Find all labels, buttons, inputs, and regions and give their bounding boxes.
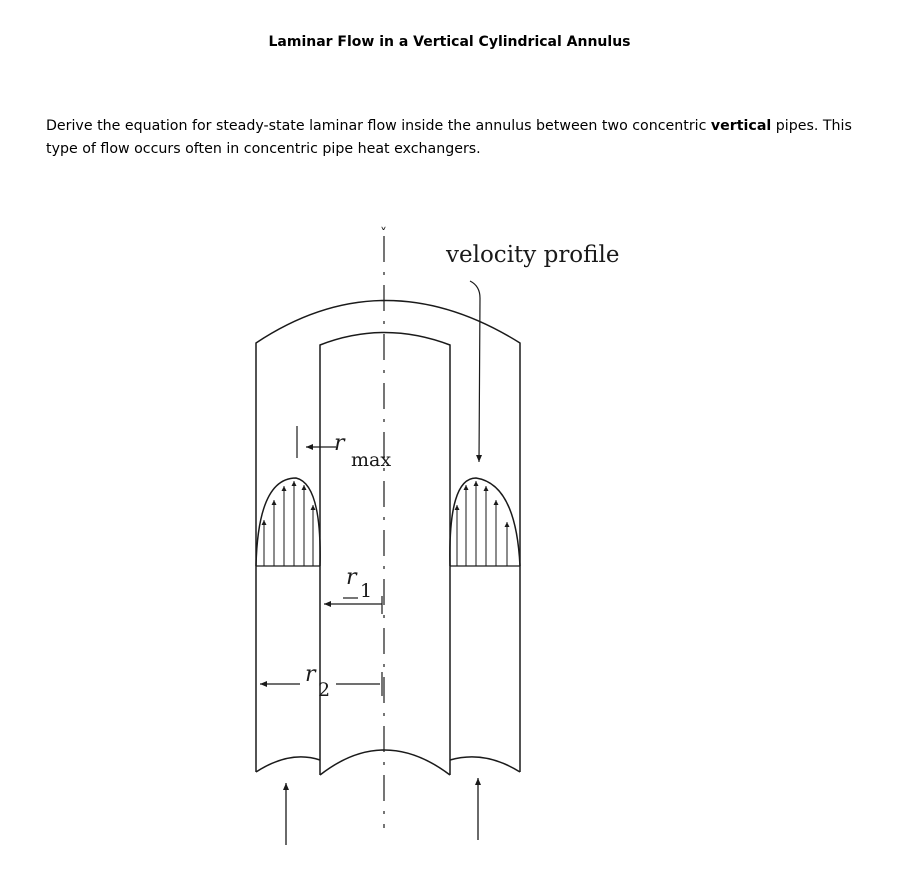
outer-pipe-bottom-right — [450, 757, 520, 772]
centerline-mark: ˬ — [380, 214, 387, 230]
velocity-profile-pointer — [470, 281, 480, 462]
velocity-profile-left — [256, 478, 320, 566]
r-max-subscript: max — [351, 449, 392, 471]
r2-subscript: 2 — [318, 679, 331, 701]
r2-symbol: r — [305, 662, 316, 687]
r1-symbol: r — [346, 565, 357, 590]
r1-subscript: 1 — [360, 580, 373, 602]
problem-text-part1: Derive the equation for steady-state laminar flow inside the annulus between two concentric — [46, 118, 711, 134]
velocity-profile-right — [450, 478, 520, 566]
problem-text-part2: pipes. This type of flow occurs often in concentric pipe heat exchangers. — [46, 118, 852, 157]
outer-pipe-bottom-left — [256, 757, 320, 772]
r-max-symbol: r — [334, 431, 345, 456]
velocity-profile-label: velocity profile — [446, 242, 620, 268]
inner-pipe-bottom — [320, 750, 450, 775]
problem-text-bold: vertical — [710, 118, 772, 134]
page-title: Laminar Flow in a Vertical Cylindrical Annulus — [268, 34, 631, 50]
inner-pipe — [320, 333, 450, 776]
outer-pipe — [256, 301, 520, 773]
